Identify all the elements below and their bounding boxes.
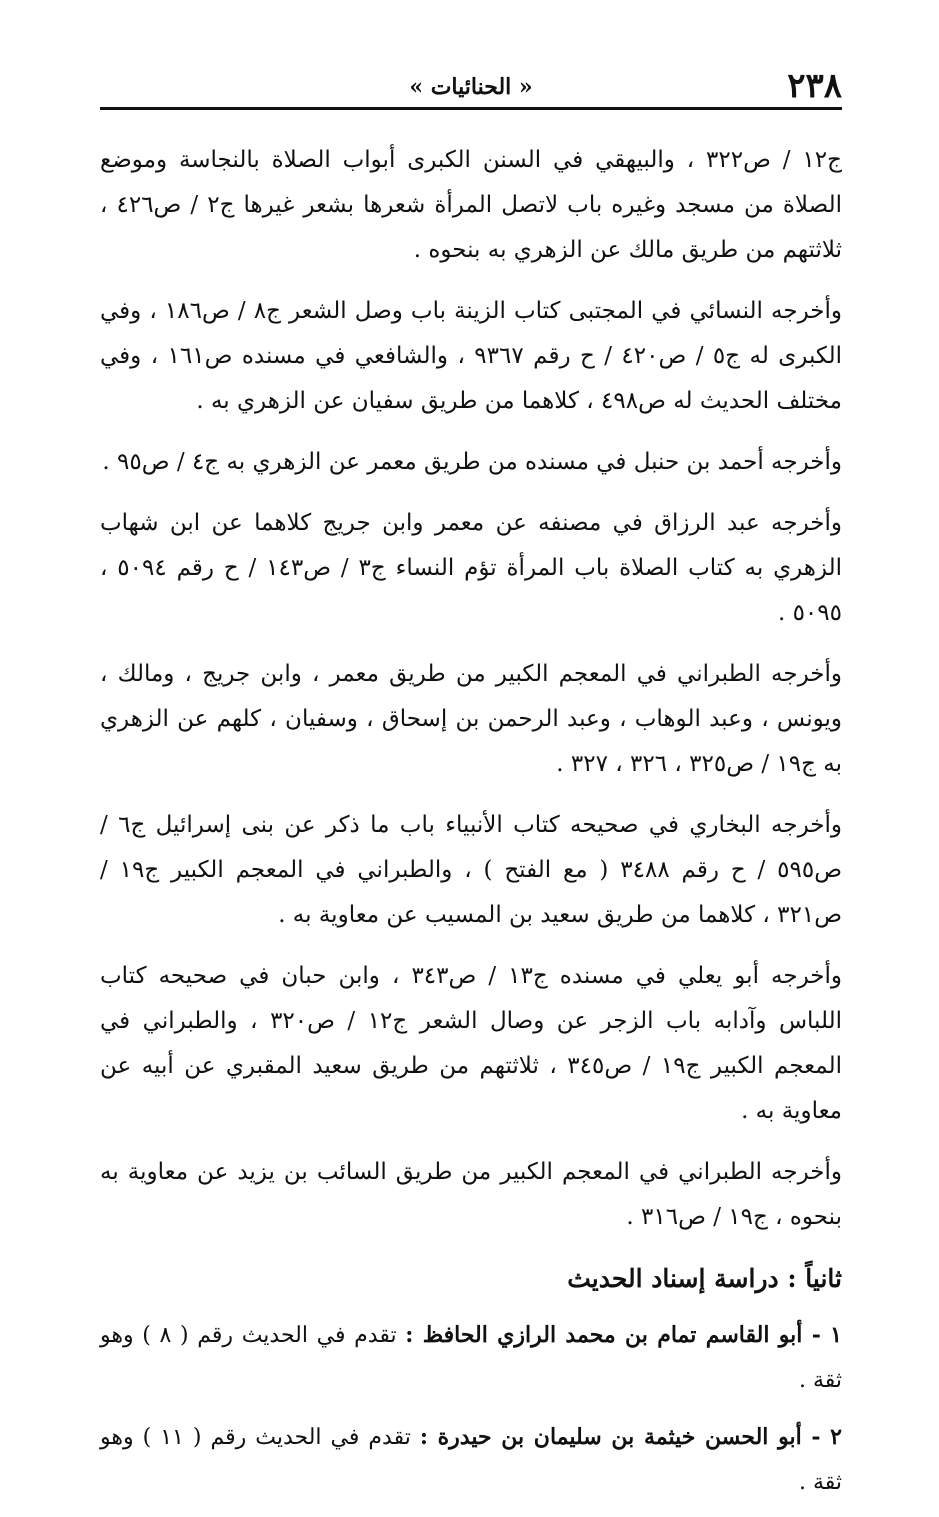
narrator-item — [100, 1415, 842, 1505]
paragraph-takhrij-2: وأخرجه النسائي في المجتبى كتاب الزينة باب وصل الشعر ج٨ / ص١٨٦ ، وفي الكبرى له ج٥ / ص٤٢٠ / ح رقم ٩٣٦٧ ، والشافعي في مسنده ص١٦١ ، وفي مختلف الحديث له ص٤٩٨ ، كلاهما من طريق سفيان عن الزهري به . — [100, 298, 842, 414]
section-heading: ثانياً : دراسة إسناد الحديث — [567, 1264, 842, 1293]
narrator-name: ١ - أبو القاسم تمام بن محمد الرازي الحافظ : — [405, 1322, 842, 1348]
narrator-name: ٢ - أبو الحسن خيثمة بن سليمان بن حيدرة : — [419, 1424, 842, 1450]
page-body — [100, 138, 842, 1517]
paragraph-takhrij-7: وأخرجه أبو يعلي في مسنده ج١٣ / ص٣٤٣ ، وابن حبان في صحيحه كتاب اللباس وآدابه باب الزجر عن وصال الشعر ج١٢ / ص٣٢٠ ، والطبراني في المعجم الكبير ج١٩ / ص٣٤٥ ، ثلاثتهم من طريق سعيد المقبري عن أبيه عن معاوية به . — [100, 963, 842, 1124]
header-rule — [100, 107, 842, 110]
paragraph-takhrij-6: وأخرجه البخاري في صحيحه كتاب الأنبياء باب ما ذكر عن بنى إسرائيل ج٦ / ص٥٩٥ / ح رقم ٣٤٨٨ ( مع الفتح ) ، والطبراني في المعجم الكبير ج١٩ / ص٣٢١ ، كلاهما من طريق سعيد بن المسيب عن معاوية به . — [100, 812, 843, 928]
paragraph-takhrij-8: وأخرجه الطبراني في المعجم الكبير من طريق السائب بن يزيد عن معاوية به بنحوه ، ج١٩ / ص٣١٦ . — [100, 1159, 842, 1230]
narrator-item — [100, 1313, 842, 1403]
narrator-note: تقدم في الحديث رقم ( ٨ ) وهو ثقة . — [100, 1323, 842, 1393]
running-title: « الحنائيات » — [409, 74, 533, 100]
page-number: ٢٣٨ — [787, 66, 842, 106]
narrator-note: تقدم في الحديث رقم ( ١١ ) وهو ثقة . — [100, 1425, 842, 1495]
paragraph-takhrij-4: وأخرجه عبد الرزاق في مصنفه عن معمر وابن جريج كلاهما عن ابن شهاب الزهري به كتاب الصلاة باب المرأة تؤم النساء ج٣ / ص١٤٣ / ح رقم ٥٠٩٤ ، ٥٠٩٥ . — [100, 510, 843, 626]
paragraph-takhrij-3: وأخرجه أحمد بن حنبل في مسنده من طريق معمر عن الزهري به ج٤ / ص٩٥ . — [102, 449, 842, 475]
page-header — [100, 66, 842, 106]
paragraph-takhrij-5: وأخرجه الطبراني في المعجم الكبير من طريق معمر ، وابن جريج ، ومالك ، ويونس ، وعبد الوهاب ، وعبد الرحمن بن إسحاق ، وسفيان ، كلهم عن الزهري به ج١٩ / ص٣٢٥ ، ٣٢٦ ، ٣٢٧ . — [100, 661, 842, 777]
paragraph-takhrij-1: ج١٢ / ص٣٢٢ ، والبيهقي في السنن الكبرى أبواب الصلاة بالنجاسة وموضع الصلاة من مسجد وغيره باب لاتصل المرأة شعرها بشعر غيرها ج٢ / ص٤٢٦ ، ثلاثتهم من طريق مالك عن الزهري به بنحوه . — [100, 147, 842, 263]
